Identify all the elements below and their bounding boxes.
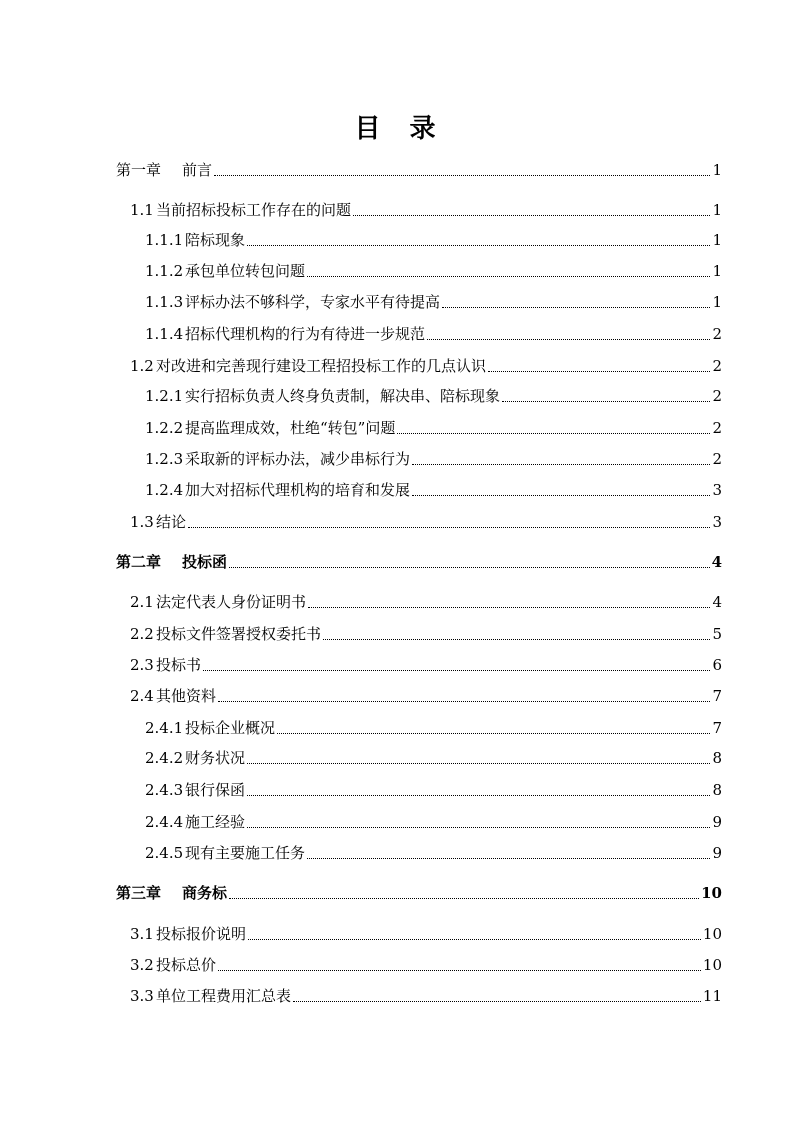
- toc-entry-number: 2.4.2: [145, 749, 184, 767]
- toc-leader-dots: [412, 495, 710, 496]
- toc-entry-number: 2.4.1: [145, 719, 184, 737]
- toc-entry-number: 1.1.2: [145, 262, 184, 280]
- toc-leader-dots: [427, 339, 710, 340]
- toc-entry[interactable]: [145, 386, 722, 406]
- toc-leader-dots: [203, 670, 710, 671]
- toc-entry-page: 11: [702, 987, 722, 1005]
- toc-entry[interactable]: [130, 624, 722, 644]
- toc-entry-title: 投标书: [156, 656, 202, 674]
- toc-entry-page: 3: [712, 513, 722, 531]
- toc-entry-title: 结论: [156, 513, 187, 531]
- toc-entry-number: 1.2.4: [145, 481, 184, 499]
- toc-entry-number: 3.2: [130, 956, 154, 974]
- toc-entry-number: 2.4: [130, 687, 154, 705]
- toc-entry-number: 1.1.4: [145, 325, 184, 343]
- page-title: 目 录: [354, 114, 446, 144]
- toc-leader-dots: [277, 733, 710, 734]
- toc-entry-page: 10: [702, 956, 722, 974]
- toc-entry-number: 3.1: [130, 925, 154, 943]
- toc-entry-page: 7: [712, 719, 722, 737]
- toc-entry[interactable]: [130, 986, 722, 1006]
- toc-entry-number: 1.1.3: [145, 293, 184, 311]
- toc-entry[interactable]: [145, 748, 722, 768]
- toc-entry-page: 3: [712, 481, 722, 499]
- toc-entry-page: 1: [712, 293, 722, 311]
- toc-entry-title: 法定代表人身份证明书: [156, 593, 307, 611]
- toc-entry-page: 1: [712, 262, 722, 280]
- toc-leader-dots: [353, 215, 710, 216]
- toc-entry-number: 2.2: [130, 625, 154, 643]
- toc-entry[interactable]: [145, 230, 722, 250]
- toc-entry[interactable]: [145, 780, 722, 800]
- toc-entry-title: 投标文件签署授权委托书: [156, 625, 322, 643]
- toc-entry-title: 投标报价说明: [156, 925, 247, 943]
- toc-entry-number: 2.4.3: [145, 781, 184, 799]
- toc-entry-title: 单位工程费用汇总表: [156, 987, 292, 1005]
- toc-entry-title: 提高监理成效，杜绝“转包”问题: [185, 419, 396, 437]
- toc-entry[interactable]: [145, 292, 722, 312]
- toc-entry-number: 第三章: [116, 884, 162, 902]
- toc-leader-dots: [188, 527, 710, 528]
- toc-leader-dots: [323, 639, 710, 640]
- toc-leader-dots: [247, 827, 710, 828]
- toc-entry-title: 银行保函: [185, 781, 246, 799]
- toc-leader-dots: [247, 245, 710, 246]
- toc-leader-dots: [218, 701, 710, 702]
- toc-leader-dots: [397, 433, 710, 434]
- toc-entry[interactable]: [116, 883, 722, 903]
- toc-entry-title: 采取新的评标办法，减少串标行为: [185, 450, 411, 468]
- toc-entry-number: 1.1.1: [145, 231, 184, 249]
- toc-entry-page: 7: [712, 687, 722, 705]
- toc-entry-page: 2: [712, 325, 722, 343]
- toc-entry-page: 4: [711, 553, 722, 571]
- toc-entry-title: 商务标: [182, 884, 228, 902]
- toc-entry-page: 1: [712, 161, 722, 179]
- toc-entry-page: 1: [712, 231, 722, 249]
- toc-entry-title: 其他资料: [156, 687, 217, 705]
- toc-leader-dots: [229, 898, 699, 899]
- toc-entry-number: 1.2.2: [145, 419, 184, 437]
- toc-entry-page: 9: [712, 844, 722, 862]
- toc-entry-number: 第二章: [116, 553, 162, 571]
- toc-entry-title: 评标办法不够科学，专家水平有待提高: [185, 293, 441, 311]
- toc-entry-page: 2: [712, 357, 722, 375]
- toc-entry-number: 2.4.4: [145, 813, 184, 831]
- toc-entry-number: 第一章: [116, 161, 162, 179]
- toc-leader-dots: [307, 858, 710, 859]
- toc-entry[interactable]: [145, 843, 722, 863]
- toc-entry[interactable]: [145, 718, 722, 738]
- toc-entry-title: 加大对招标代理机构的培育和发展: [185, 481, 411, 499]
- toc-leader-dots: [218, 970, 701, 971]
- toc-entry-page: 2: [712, 387, 722, 405]
- toc-entry-title: 投标企业概况: [185, 719, 276, 737]
- toc-entry-number: 1.1: [130, 201, 154, 219]
- toc-leader-dots: [442, 307, 710, 308]
- toc-entry[interactable]: [145, 324, 722, 344]
- toc-entry-title: 陪标现象: [185, 231, 246, 249]
- toc-entry-title: 当前招标投标工作存在的问题: [156, 201, 352, 219]
- toc-entry-page: 8: [712, 781, 722, 799]
- toc-entry-page: 2: [712, 450, 722, 468]
- toc-entry-page: 2: [712, 419, 722, 437]
- toc-entry-page: 9: [712, 813, 722, 831]
- toc-entry-title: 承包单位转包问题: [185, 262, 306, 280]
- toc-leader-dots: [214, 175, 710, 176]
- toc-leader-dots: [308, 607, 710, 608]
- toc-entry[interactable]: [130, 356, 722, 376]
- toc-entry-title: 招标代理机构的行为有待进一步规范: [185, 325, 426, 343]
- toc-leader-dots: [293, 1001, 701, 1002]
- toc-entry[interactable]: [145, 449, 722, 469]
- toc-leader-dots: [247, 795, 710, 796]
- toc-entry-page: 5: [712, 625, 722, 643]
- toc-entry-page: 10: [702, 925, 722, 943]
- toc-entry-number: 1.3: [130, 513, 154, 531]
- toc-entry-title: 对改进和完善现行建设工程招投标工作的几点认识: [156, 357, 487, 375]
- toc-entry-number: 3.3: [130, 987, 154, 1005]
- toc-entry-page: 6: [712, 656, 722, 674]
- toc-entry[interactable]: [130, 512, 722, 532]
- toc-entry[interactable]: [145, 480, 722, 500]
- toc-entry-title: 实行招标负责人终身负责制，解决串、陪标现象: [185, 387, 501, 405]
- toc-entry-number: 2.1: [130, 593, 154, 611]
- toc-entry[interactable]: [130, 200, 722, 220]
- toc-entry-page: 4: [712, 593, 722, 611]
- toc-entry[interactable]: [145, 418, 722, 438]
- toc-leader-dots: [307, 276, 710, 277]
- toc-leader-dots: [488, 371, 710, 372]
- toc-entry-number: 1.2.1: [145, 387, 184, 405]
- toc-entry-number: 2.4.5: [145, 844, 184, 862]
- toc-entry[interactable]: [116, 160, 722, 180]
- toc-entry-page: 8: [712, 749, 722, 767]
- toc-entry[interactable]: [130, 592, 722, 612]
- toc-entry-title: 施工经验: [185, 813, 246, 831]
- toc-entry-title: 现有主要施工任务: [185, 844, 306, 862]
- toc-entry-number: 1.2: [130, 357, 154, 375]
- toc-leader-dots: [248, 939, 701, 940]
- toc-entry[interactable]: [130, 686, 722, 706]
- toc-entry-page: 10: [701, 884, 722, 902]
- toc-entry[interactable]: [116, 552, 722, 572]
- toc-leader-dots: [412, 464, 710, 465]
- toc-entry[interactable]: [145, 812, 722, 832]
- toc-entry[interactable]: [130, 655, 722, 675]
- toc-entry[interactable]: [130, 955, 722, 975]
- toc-leader-dots: [502, 401, 710, 402]
- toc-entry-number: 1.2.3: [145, 450, 184, 468]
- toc-entry-number: 2.3: [130, 656, 154, 674]
- toc-entry-title: 投标函: [182, 553, 228, 571]
- toc-entry[interactable]: [145, 261, 722, 281]
- toc-entry-title: 前言: [182, 161, 213, 179]
- toc-entry-page: 1: [712, 201, 722, 219]
- toc-entry-title: 投标总价: [156, 956, 217, 974]
- toc-entry-title: 财务状况: [185, 749, 246, 767]
- toc-leader-dots: [247, 763, 710, 764]
- toc-leader-dots: [229, 567, 710, 568]
- toc-entry[interactable]: [130, 924, 722, 944]
